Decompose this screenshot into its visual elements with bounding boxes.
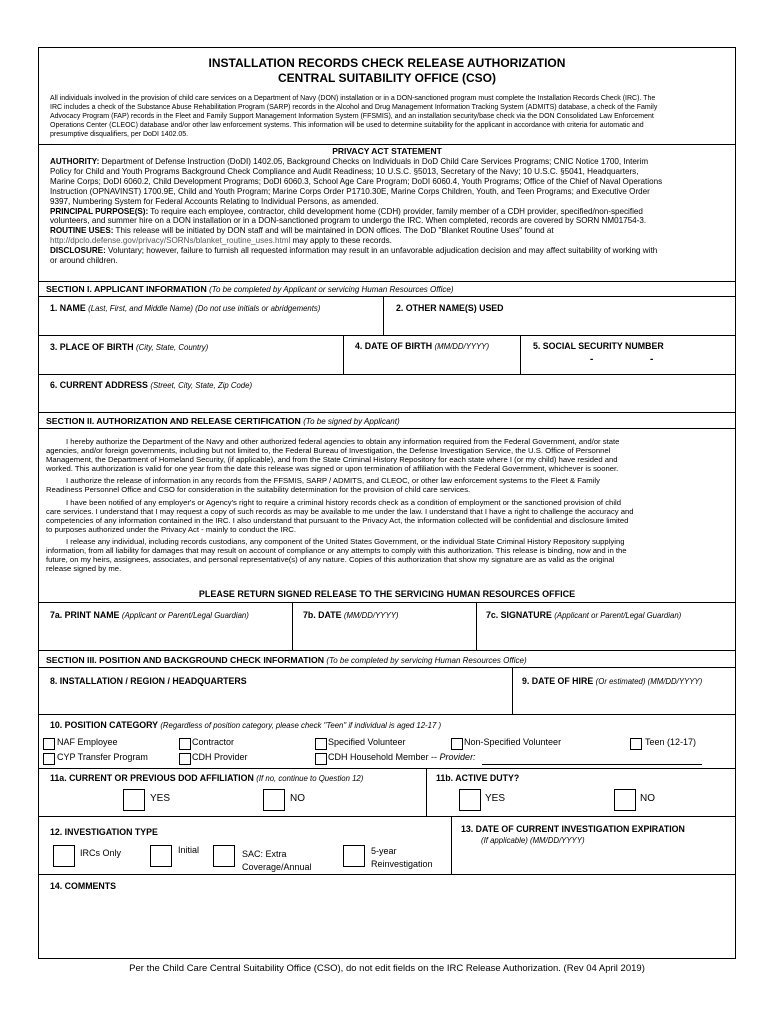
dod-affiliation-label: 11a. CURRENT OR PREVIOUS DOD AFFILIATION (If no, continue to Question 12)	[50, 773, 364, 783]
section2-heading: SECTION II. AUTHORIZATION AND RELEASE CERTIFICATION (To be signed by Applicant)	[46, 416, 400, 426]
teen-checkbox[interactable]	[630, 738, 642, 750]
name-label: 1. NAME (Last, First, and Middle Name) (Do not use initials or abridgements)	[50, 303, 321, 313]
non-specified-volunteer-label: Non-Specified Volunteer	[464, 737, 562, 747]
comments-field[interactable]	[40, 895, 730, 953]
naf-employee-label: NAF Employee	[57, 737, 118, 747]
cdh-provider-checkbox[interactable]	[179, 753, 191, 765]
date-of-hire-field[interactable]	[515, 690, 733, 712]
divider	[38, 374, 736, 375]
divider	[476, 602, 477, 650]
specified-volunteer-checkbox[interactable]	[315, 738, 327, 750]
ssn-separator: -	[650, 354, 654, 365]
installation-field[interactable]	[40, 690, 508, 712]
naf-employee-checkbox[interactable]	[43, 738, 55, 750]
divider	[383, 296, 384, 335]
five-year-reinvestigation-label: 5-year Reinvestigation	[371, 846, 433, 869]
date-of-birth-field[interactable]	[346, 355, 516, 373]
other-names-field[interactable]	[386, 316, 732, 334]
current-address-field[interactable]	[40, 394, 730, 410]
name-field[interactable]	[40, 316, 380, 334]
contractor-checkbox[interactable]	[179, 738, 191, 750]
authorization-text: I hereby authorize the Department of the Navy and other authorized federal agencies to obtain any information required from the Federal Government, and/or state agencies, and/or foreign governments, including but not limited to, the Federal Bureau of Investigation, the Defense Investigation Service, the U.S. Office of Personnel Management, the Department of Homeland Security, (if applicable), and from the State Criminal History Repository for each state where I (or my child) have resided and worked. This authorization is valid for one year from the date this release was signed or upon termination of affiliation with the Federal Government, whichever is sooner. I authorize the release of information in any records from the FFSMIS, SARP / ADMITS, and CLEOC, or other law enforcement systems to the Fleet & Family Readiness Personnel Office and CSO for consideration in the suitability determination for the provision of child care services. I have been notified of any employer's or Agency's right to require a criminal history records check as a condition of employment or the sanctioned provision of child care services. I understand that I may request a copy of such records as may be available to me under the law. I understand that I have a right to challenge the accuracy and competencies of any information contained in the IRC. I also understand that pursuant to the Privacy Act, the information collected will be confidential and disclosure limited to purposes authorized under the Privacy Act - mainly to conduct the IRC. I release any individual, including records custodians, any component of the United States Government, or the individual State Criminal History Repository supplying information, from all liability for damages that may result on account of compliance or any attempts to comply with this authorization. This release is binding, now and in the future, on my heirs, assignees, associates, and personal representative(s) of any nature. Copies of this authorization that show my signature are as valid as the original release signed by me.	[46, 437, 634, 574]
divider	[520, 335, 521, 374]
divider	[38, 874, 736, 875]
installation-label: 8. INSTALLATION / REGION / HEADQUARTERS	[50, 676, 247, 686]
ircs-only-checkbox[interactable]	[53, 845, 75, 867]
privacy-heading: PRIVACY ACT STATEMENT	[332, 146, 442, 156]
print-name-label: 7a. PRINT NAME (Applicant or Parent/Legal Guardian)	[50, 610, 249, 620]
print-name-field[interactable]	[40, 624, 290, 648]
signature-label: 7c. SIGNATURE (Applicant or Parent/Legal Guardian)	[486, 610, 682, 620]
divider	[38, 602, 736, 603]
active-duty-no-checkbox[interactable]	[614, 789, 636, 811]
divider	[38, 296, 736, 297]
dod-affiliation-no-checkbox[interactable]	[263, 789, 285, 811]
cdh-household-checkbox[interactable]	[315, 753, 327, 765]
provider-name-underline	[482, 764, 702, 765]
provider-name-field[interactable]	[482, 751, 702, 764]
divider	[38, 714, 736, 715]
form-title-line2: CENTRAL SUITABILITY OFFICE (CSO)	[278, 71, 496, 85]
date-signed-label: 7b. DATE (MM/DD/YYYY)	[303, 610, 399, 620]
current-address-label: 6. CURRENT ADDRESS (Street, City, State, Zip Code)	[50, 380, 253, 390]
ircs-only-label: IRCs Only	[80, 848, 122, 858]
cyp-transfer-label: CYP Transfer Program	[57, 752, 148, 762]
active-duty-no-label: NO	[640, 793, 655, 804]
cdh-household-label: CDH Household Member -- Provider:	[328, 752, 476, 762]
date-of-hire-label: 9. DATE OF HIRE (Or estimated) (MM/DD/YYYY)	[522, 676, 703, 686]
intro-paragraph: All individuals involved in the provision of child care services on a Department of Navy (DON) installation or in a DON-sanctioned program must complete the Installation Records Check (IRC). The IRC includes a check of the Substance Abuse Rehabilitation Program (SARP) records in the Alcohol and Drug Management Information Tracking System (ADMITS) database, a check of the Family Advocacy Program (FAP) records in the Fleet and Family Support Management Information System (FFSMIS), and an installation security/base check via the DON Consolidated Law Enforcement Operations Center (CLEOC) database and/or other law enforcement systems. This information will be used to determine suitability for the applicant in accordance with criteria for automatic and presumptive disqualifiers, per DoDI 1402.05.	[50, 95, 658, 138]
investigation-expiration-note: (If applicable) (MM/DD/YYYY)	[481, 836, 585, 845]
divider	[38, 144, 736, 145]
comments-label: 14. COMMENTS	[50, 881, 116, 891]
ssn-field[interactable]	[523, 353, 733, 373]
position-category-label: 10. POSITION CATEGORY (Regardless of position category, please check "Teen" if individual is aged 12-17 )	[50, 720, 442, 730]
initial-checkbox[interactable]	[150, 845, 172, 867]
teen-label: Teen (12-17)	[645, 737, 697, 747]
investigation-type-label: 12. INVESTIGATION TYPE	[50, 827, 158, 837]
divider	[38, 412, 736, 413]
divider	[38, 650, 736, 651]
return-notice: PLEASE RETURN SIGNED RELEASE TO THE SERVICING HUMAN RESOURCES OFFICE	[198, 589, 576, 599]
footer-note: Per the Child Care Central Suitability Office (CSO), do not edit fields on the IRC Release Authorization. (Rev 04 April 2019)	[129, 963, 645, 974]
place-of-birth-field[interactable]	[40, 355, 340, 373]
divider	[292, 602, 293, 650]
sac-checkbox[interactable]	[213, 845, 235, 867]
specified-volunteer-label: Specified Volunteer	[328, 737, 406, 747]
divider	[343, 335, 344, 374]
blanket-routine-uses-link[interactable]: http://dpclo.defense.gov/privacy/SORNs/blanket_routine_uses.html	[50, 236, 291, 246]
divider	[451, 816, 452, 874]
divider	[426, 768, 427, 816]
active-duty-yes-label: YES	[485, 793, 506, 804]
cdh-provider-label: CDH Provider	[192, 752, 248, 762]
signature-field[interactable]	[479, 624, 733, 648]
investigation-expiration-field[interactable]	[455, 848, 733, 872]
dod-affiliation-yes-checkbox[interactable]	[123, 789, 145, 811]
divider	[38, 768, 736, 769]
divider	[512, 667, 513, 714]
date-of-birth-label: 4. DATE OF BIRTH (MM/DD/YYYY)	[355, 341, 490, 351]
sac-label: SAC: Extra Coverage/Annual	[242, 849, 312, 872]
section3-heading: SECTION III. POSITION AND BACKGROUND CHECK INFORMATION (To be completed by servicing Human Resources Office)	[46, 655, 527, 665]
form-title-line1: INSTALLATION RECORDS CHECK RELEASE AUTHORIZATION	[208, 56, 566, 70]
place-of-birth-label: 3. PLACE OF BIRTH (City, State, Country)	[50, 342, 209, 352]
divider	[38, 281, 736, 282]
divider	[38, 816, 736, 817]
non-specified-volunteer-checkbox[interactable]	[451, 738, 463, 750]
initial-label: Initial	[178, 845, 200, 855]
ssn-label: 5. SOCIAL SECURITY NUMBER	[533, 341, 664, 351]
cyp-transfer-checkbox[interactable]	[43, 753, 55, 765]
date-signed-field[interactable]	[295, 624, 473, 648]
other-names-label: 2. OTHER NAME(S) USED	[396, 303, 504, 313]
dod-affiliation-no-label: NO	[290, 793, 305, 804]
divider	[38, 428, 736, 429]
five-year-reinvestigation-checkbox[interactable]	[343, 845, 365, 867]
active-duty-yes-checkbox[interactable]	[459, 789, 481, 811]
divider	[38, 335, 736, 336]
active-duty-label: 11b. ACTIVE DUTY?	[436, 773, 520, 783]
investigation-expiration-label: 13. DATE OF CURRENT INVESTIGATION EXPIRATION	[461, 824, 685, 834]
dod-affiliation-yes-label: YES	[150, 793, 171, 804]
contractor-label: Contractor	[192, 737, 235, 747]
section1-heading: SECTION I. APPLICANT INFORMATION (To be completed by Applicant or servicing Human Resources Office)	[46, 284, 454, 294]
ssn-separator: -	[590, 354, 594, 365]
privacy-act-statement: AUTHORITY: Department of Defense Instruction (DoDI) 1402.05, Background Checks on Individuals in DoD Child Care Services Programs; CNIC Notice 1700, Interim Policy for Child and Youth Programs Background Check Compliance and Audit Readiness; 10 U.S.C. §5013, Secretary of the Navy; 10 U.S.C. §5041, Headquarters, Marine Corps; DoDI 6060.2, Child Development Programs; DoDI 6060.3, School Age Care Program; DoDI 6060.4, Youth Programs; Office of the Chief of Naval Operations Instruction (OPNAVINST) 1700.9E, Child and Youth Program; Marine Corps Order P1710.30E, Marine Corps Children, Youth, and Teen Programs; and Executive Order 9397, Numbering System for Federal Accounts Relating to Individual Persons, as amended. PRINCIPAL PURPOSE(S): To require each employee, contractor, child development home (CDH) provider, family member of a CDH provider, specified/non-specified volunteers, and summer hire on a DON installation or in a DON-sanctioned program to undergo the IRC. When completed, records are covered by SORN NM01754-3. ROUTINE USES: This release will be initiated by DON staff and will be maintained in DON offices. The DoD "Blanket Routine Uses" found at http://dpclo.defense.gov/privacy/SORNs/blanket_routine_uses.html may apply to these records. DISCLOSURE: Voluntary; however, failure to furnish all requested information may result in an unfavorable adjudication decision and may affect suitability of working with or around children.	[50, 157, 663, 266]
divider	[38, 667, 736, 668]
